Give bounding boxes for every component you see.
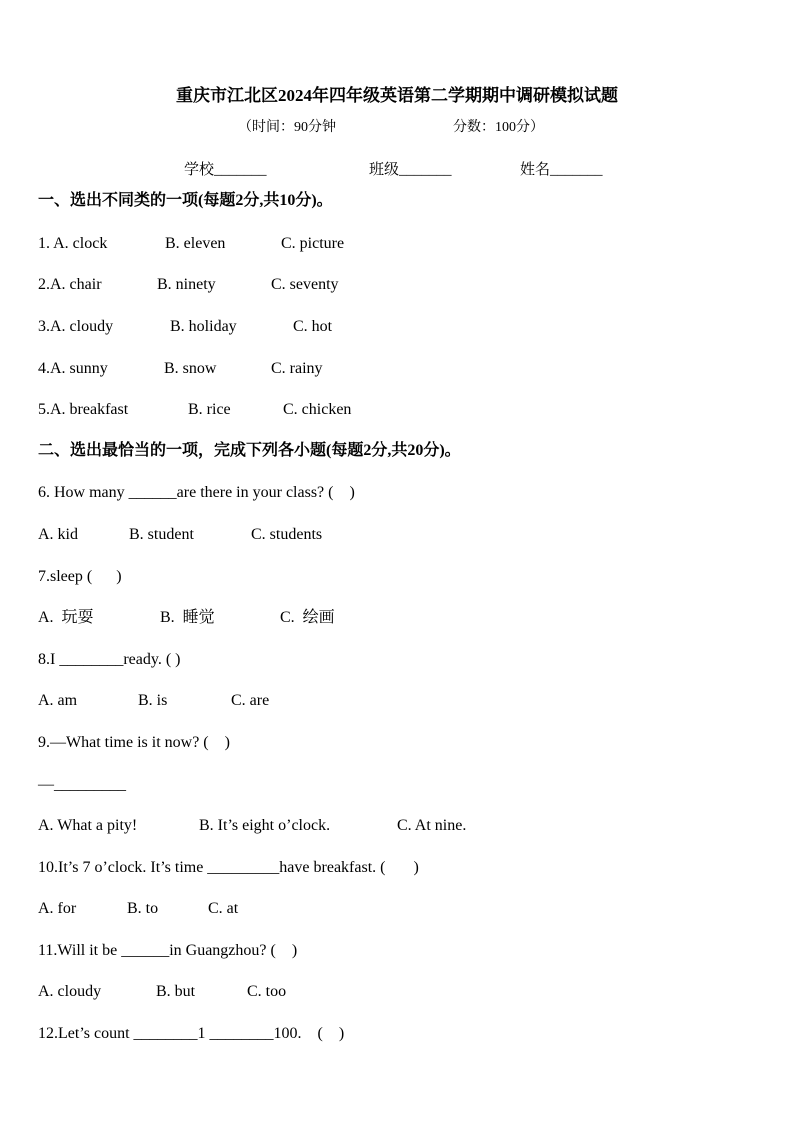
q11-stem: 11.Will it be ______in Guangzhou? ( ) bbox=[38, 942, 298, 959]
q9-option-c: C. At nine. bbox=[397, 817, 467, 834]
q3-option-c: C. hot bbox=[293, 318, 333, 335]
q10-option-c: C. at bbox=[208, 900, 239, 917]
q7-option-a: A. 玩耍 bbox=[38, 609, 94, 626]
q6-option-c: C. students bbox=[251, 526, 323, 543]
q7-stem: 7.sleep ( ) bbox=[38, 568, 122, 585]
q9-option-b: B. It’s eight o’clock. bbox=[199, 817, 331, 834]
q1-option-b: B. eleven bbox=[165, 235, 226, 252]
q11-option-c: C. too bbox=[247, 983, 287, 1000]
q4-option-a: 4.A. sunny bbox=[38, 360, 108, 377]
exam-time: （时间：90分钟 bbox=[238, 120, 336, 135]
exam-score: 分数：100分） bbox=[453, 120, 544, 135]
q6-stem: 6. How many ______are there in your class? ( ) bbox=[38, 484, 355, 501]
q10-stem: 10.It’s 7 o’clock. It’s time _________have breakfast. ( ) bbox=[38, 859, 419, 876]
q1-option-c: C. picture bbox=[281, 235, 345, 252]
q9-answer-line: —_________ bbox=[38, 776, 126, 793]
q9-stem: 9.—What time is it now? ( ) bbox=[38, 734, 230, 751]
name-field: 姓名_______ bbox=[520, 162, 603, 178]
class-field: 班级_______ bbox=[369, 162, 452, 178]
q10-option-b: B. to bbox=[127, 900, 159, 917]
q9-option-a: A. What a pity! bbox=[38, 817, 138, 834]
q8-option-a: A. am bbox=[38, 692, 78, 709]
q6-option-a: A. kid bbox=[38, 526, 78, 543]
q2-option-c: C. seventy bbox=[271, 276, 339, 293]
q6-option-b: B. student bbox=[129, 526, 194, 543]
q10-option-a: A. for bbox=[38, 900, 77, 917]
q4-option-b: B. snow bbox=[164, 360, 217, 377]
exam-title: 重庆市江北区2024年四年级英语第二学期期中调研模拟试题 bbox=[176, 86, 618, 105]
q8-option-b: B. is bbox=[138, 692, 168, 709]
q7-option-c: C. 绘画 bbox=[280, 609, 335, 626]
q5-option-c: C. chicken bbox=[283, 401, 352, 418]
section-1-heading: 一、选出不同类的一项(每题2分,共10分)。 bbox=[38, 192, 333, 209]
q3-option-b: B. holiday bbox=[170, 318, 237, 335]
q7-option-b: B. 睡觉 bbox=[160, 609, 215, 626]
q4-option-c: C. rainy bbox=[271, 360, 323, 377]
q8-stem: 8.I ________ready. ( ) bbox=[38, 651, 181, 668]
q2-option-a: 2.A. chair bbox=[38, 276, 102, 293]
q3-option-a: 3.A. cloudy bbox=[38, 318, 114, 335]
school-field: 学校_______ bbox=[184, 162, 267, 178]
q5-option-a: 5.A. breakfast bbox=[38, 401, 129, 418]
q1-option-a: 1. A. clock bbox=[38, 235, 108, 252]
q11-option-b: B. but bbox=[156, 983, 196, 1000]
q11-option-a: A. cloudy bbox=[38, 983, 102, 1000]
q2-option-b: B. ninety bbox=[157, 276, 216, 293]
q5-option-b: B. rice bbox=[188, 401, 231, 418]
q8-option-c: C. are bbox=[231, 692, 270, 709]
q12-stem: 12.Let’s count ________1 ________100. ( ) bbox=[38, 1025, 345, 1042]
section-2-heading: 二、选出最恰当的一项，完成下列各小题(每题2分,共20分)。 bbox=[38, 442, 461, 459]
